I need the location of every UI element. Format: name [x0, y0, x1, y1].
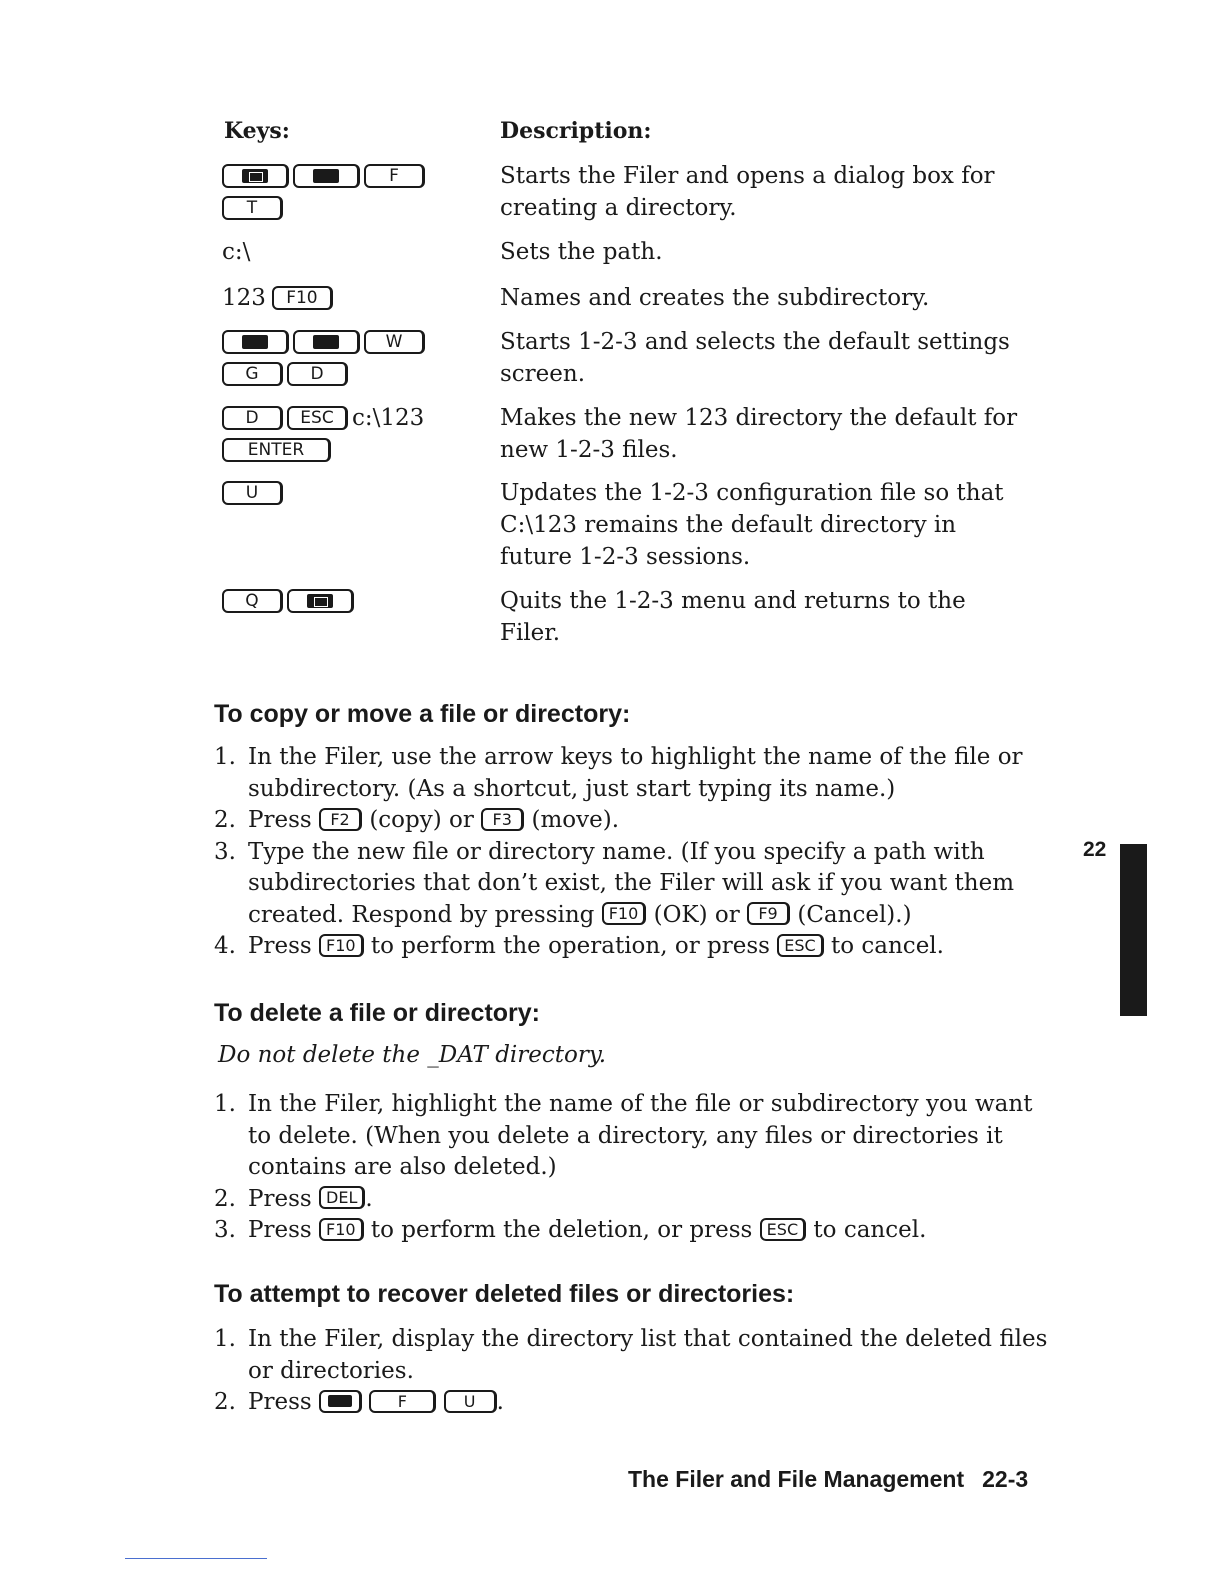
footer-title: The Filer and File Management: [628, 1466, 965, 1492]
f3-key: F3: [481, 808, 524, 831]
typed-text: 123: [222, 285, 266, 311]
description-line: Starts 1-2-3 and selects the default settings: [500, 329, 1010, 355]
f10-key: F10: [602, 902, 647, 925]
123-key: [222, 330, 289, 354]
key-sequence-line: [222, 402, 482, 434]
keys-column-header: Keys:: [224, 118, 290, 144]
description-line: new 1-2-3 files.: [500, 437, 678, 463]
keys-cell: [222, 160, 482, 224]
description-cell: [500, 326, 1040, 390]
list-item: 3. Press F10 to perform the deletion, or press ESC to cancel.: [214, 1217, 927, 1243]
chapter-tab-label: 22: [1083, 838, 1107, 861]
keys-cell: [222, 477, 482, 509]
key-sequence-line: [222, 585, 482, 617]
key-sequence-line: [222, 236, 482, 268]
keys-cell: [222, 402, 482, 466]
delete-warning-note: Do not delete the _DAT directory.: [218, 1042, 607, 1068]
123-icon: [242, 335, 268, 349]
f9-key: F9: [747, 902, 790, 925]
filer-icon: [307, 594, 333, 608]
del-key: DEL: [319, 1186, 365, 1209]
description-cell: [500, 402, 1040, 466]
typed-text: c:\123: [352, 405, 425, 431]
bottom-rule: [125, 1558, 267, 1559]
key-sequence-line: [222, 160, 482, 192]
q-key: Q: [222, 589, 283, 613]
description-line: creating a directory.: [500, 195, 737, 221]
list-item: 1. In the Filer, use the arrow keys to highlight the name of the file or subdirectory. (As a shortcut, just start typing its name.): [214, 744, 1023, 802]
key-sequence-line: [222, 477, 482, 509]
esc-key: ESC: [777, 934, 823, 957]
description-cell: [500, 160, 1040, 224]
u-key: U: [222, 481, 283, 505]
f10-key: F10: [272, 286, 333, 310]
description-line: future 1-2-3 sessions.: [500, 544, 751, 570]
d-key: D: [287, 362, 348, 386]
description-line: Filer.: [500, 620, 561, 646]
description-cell: [500, 585, 1040, 649]
description-line: Updates the 1-2-3 configuration file so that: [500, 480, 1004, 506]
g-key: G: [222, 362, 283, 386]
chapter-tab-marker: [1120, 844, 1147, 1016]
filer-key: [222, 164, 289, 188]
description-cell: [500, 477, 1040, 573]
menu-icon: [313, 335, 339, 349]
u-key: U: [444, 1390, 497, 1413]
description-line: Quits the 1-2-3 menu and returns to the: [500, 588, 966, 614]
description-line: Makes the new 123 directory the default for: [500, 405, 1018, 431]
key-sequence-line: [222, 358, 482, 390]
description-line: Sets the path.: [500, 239, 663, 265]
filer-icon: [242, 169, 268, 183]
d-key: D: [222, 406, 283, 430]
copy-section-title: To copy or move a file or directory:: [214, 700, 631, 728]
recover-section-title: To attempt to recover deleted files or directories:: [214, 1280, 795, 1308]
list-item: 1. In the Filer, display the directory list that contained the deleted files or directories.: [214, 1326, 1048, 1384]
page-number: 22-3: [982, 1466, 1029, 1492]
delete-steps-list: [214, 1089, 1054, 1247]
list-item: 1. In the Filer, highlight the name of the file or subdirectory you want to delete. (When you delete a directory, any files or directories it contains are also deleted.): [214, 1091, 1033, 1180]
keys-cell: [222, 326, 482, 390]
typed-text: c:\: [222, 239, 251, 265]
description-line: Starts the Filer and opens a dialog box for: [500, 163, 995, 189]
description-column-header: Description:: [500, 118, 652, 144]
f-key: F: [364, 164, 425, 188]
list-item: 2. Press F2 (copy) or F3 (move).: [214, 807, 620, 833]
description-cell: [500, 282, 1040, 314]
f2-key: F2: [319, 808, 362, 831]
f10-key: F10: [319, 1218, 364, 1241]
keys-cell: [222, 282, 482, 314]
list-item: 2. Press F U .: [214, 1389, 504, 1415]
description-line: Names and creates the subdirectory.: [500, 285, 930, 311]
recover-steps-list: [214, 1324, 1054, 1419]
list-item: 3. Type the new file or directory name. (If you specify a path with subdirectories that don’t exist, the Filer will ask if you want them created. Respond by pressing F10 (OK) or F9 (Cancel).): [214, 838, 1015, 928]
description-line: screen.: [500, 361, 586, 387]
w-key: W: [364, 330, 425, 354]
menu-key: [293, 164, 360, 188]
key-sequence-line: [222, 434, 482, 466]
delete-section-title: To delete a file or directory:: [214, 999, 541, 1027]
list-item: 4. Press F10 to perform the operation, or press ESC to cancel.: [214, 933, 944, 959]
menu-icon: [328, 1395, 352, 1407]
key-sequence-line: [222, 192, 482, 224]
esc-key: ESC: [760, 1218, 806, 1241]
enter-key: ENTER: [222, 438, 331, 462]
f-key: F: [369, 1390, 436, 1413]
keys-cell: [222, 236, 482, 268]
description-line: C:\123 remains the default directory in: [500, 512, 957, 538]
menu-icon: [313, 169, 339, 183]
menu-key: [319, 1390, 362, 1413]
menu-key: [293, 330, 360, 354]
key-sequence-line: [222, 326, 482, 358]
filer-key: [287, 589, 354, 613]
copy-steps-list: [214, 742, 1054, 963]
keys-cell: [222, 585, 482, 617]
list-item: 2. Press DEL .: [214, 1185, 373, 1212]
esc-key: ESC: [287, 406, 348, 430]
t-key: T: [222, 196, 283, 220]
f10-key: F10: [319, 934, 364, 957]
key-sequence-line: [222, 282, 482, 314]
page-footer: [628, 1466, 1028, 1493]
description-cell: [500, 236, 1040, 268]
